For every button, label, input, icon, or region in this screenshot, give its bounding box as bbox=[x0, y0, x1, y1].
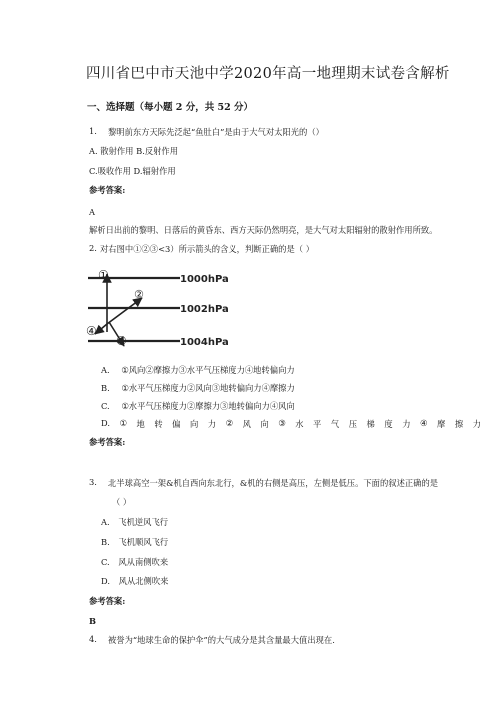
q2-option-c-text: ①水平气压梯度力②摩擦力③地转偏向力④风向 bbox=[121, 401, 295, 411]
q1-number: 1. bbox=[89, 126, 97, 136]
q3-option-d bbox=[101, 575, 168, 587]
section-heading: 一、选择题（每小题 2 分，共 52 分） bbox=[87, 102, 254, 113]
q3-answer: B bbox=[89, 616, 97, 626]
q3-text: 北半球高空一架&机自西向东北行，&机的右侧是高压，左侧是低压。下面的叙述正确的是 bbox=[108, 478, 439, 488]
q2-option-c bbox=[101, 400, 295, 412]
q2-ref-label: 参考答案: bbox=[89, 437, 126, 447]
marker-3: ③ bbox=[116, 334, 127, 348]
isobar-label-1002: 1002hPa bbox=[180, 304, 229, 315]
q2-option-d-part: 向 bbox=[189, 419, 199, 429]
q1-answer: A bbox=[89, 207, 95, 217]
q2-option-d-part: ② bbox=[225, 418, 234, 428]
q2-option-d-part: 转 bbox=[154, 419, 163, 429]
q1-text: 黎明前东方天际先泛起“鱼肚白”是由于大气对太阳光的（） bbox=[108, 127, 324, 137]
q4-number: 4. bbox=[89, 634, 97, 644]
q2-option-d-part: 摩 bbox=[436, 419, 446, 429]
q2-option-d-part: ① bbox=[119, 418, 127, 428]
q1-options-line2: C.吸收作用 D.辐射作用 bbox=[89, 166, 176, 176]
marker-2: ② bbox=[134, 288, 144, 301]
q3-option-d-letter: D. bbox=[101, 576, 110, 586]
q2-text: 对右图中①②③<3）所示箭头的含义，判断正确的是（ ） bbox=[100, 244, 314, 254]
q1-options-line1: A. 散射作用 B.反射作用 bbox=[89, 146, 179, 156]
q2-option-d-part: 向 bbox=[260, 419, 269, 429]
q2-option-d-part: 擦 bbox=[454, 419, 464, 429]
q2-option-d-part: 偏 bbox=[172, 419, 181, 429]
q2-option-d-part: 地 bbox=[136, 419, 145, 429]
q1-ref-label: 参考答案: bbox=[89, 185, 126, 195]
isobar-label-1004: 1004hPa bbox=[180, 337, 229, 348]
q3-ref-label: 参考答案: bbox=[89, 596, 126, 606]
q2-option-d-part: 力 bbox=[472, 419, 481, 429]
q4-text: 被誉为“地球生命的保护伞”的大气成分是其含量最大值出现在. bbox=[108, 635, 335, 645]
arrow-2 bbox=[107, 298, 142, 324]
q3-option-a-text: 飞机逆风飞行 bbox=[118, 517, 169, 527]
q3-option-a-letter: A. bbox=[101, 517, 110, 527]
q2-option-a bbox=[101, 364, 295, 376]
q2-option-d-letter: D. bbox=[101, 418, 110, 428]
isobar-diagram bbox=[84, 262, 264, 362]
q3-text-cont: （ ） bbox=[112, 497, 132, 507]
q3-option-c-letter: C. bbox=[101, 557, 110, 567]
q3-option-b-text: 飞机顺风飞行 bbox=[118, 537, 169, 547]
q2-option-d-part: 平 bbox=[313, 419, 322, 429]
q2-option-a-text: ①风向②摩擦力③水平气压梯度力④地转偏向力 bbox=[121, 365, 295, 375]
q3-option-a bbox=[101, 516, 168, 528]
isobar-label-1000: 1000hPa bbox=[180, 274, 229, 285]
q2-number: 2. bbox=[89, 243, 97, 253]
q3-option-b bbox=[101, 536, 168, 548]
page-title: 四川省巴中市天池中学2020年高一地理期末试卷含解析 bbox=[86, 66, 450, 82]
q3-option-c-text: 风从南侧吹来 bbox=[118, 557, 169, 567]
q3-option-d-text: 风从北侧吹来 bbox=[118, 576, 169, 586]
q2-option-b bbox=[101, 382, 295, 394]
q1-explanation: 解析日出前的黎明、日落后的黄昏东、西方天际仍然明亮，是大气对太阳辐射的散射作用所致。 bbox=[89, 225, 438, 235]
q3-option-b-letter: B. bbox=[101, 537, 110, 547]
q2-option-c-letter: C. bbox=[101, 401, 110, 411]
q2-option-d-part: 水 bbox=[295, 419, 304, 429]
q2-option-d bbox=[101, 418, 481, 430]
q2-option-b-letter: B. bbox=[101, 383, 110, 393]
q2-option-d-part: 风 bbox=[242, 419, 251, 429]
arrow-4 bbox=[95, 324, 107, 334]
q2-option-a-letter: A. bbox=[101, 365, 110, 375]
q2-option-d-part: ④ bbox=[420, 418, 428, 428]
q2-option-d-part: 力 bbox=[402, 419, 411, 429]
q3-option-c bbox=[101, 556, 168, 568]
q2-option-d-part: ③ bbox=[278, 418, 286, 428]
q2-option-d-part: 气 bbox=[330, 419, 340, 429]
q3-number: 3. bbox=[89, 477, 97, 487]
q2-option-d-part: 力 bbox=[207, 419, 217, 429]
marker-4: ④ bbox=[86, 324, 97, 338]
q2-option-d-part: 度 bbox=[384, 419, 393, 429]
q2-option-b-text: ①水平气压梯度力②风向③地转偏向力④摩擦力 bbox=[121, 383, 295, 393]
marker-1: ① bbox=[98, 268, 109, 282]
q2-option-d-part: 压 bbox=[348, 419, 358, 429]
q2-option-d-part: 梯 bbox=[366, 419, 375, 429]
